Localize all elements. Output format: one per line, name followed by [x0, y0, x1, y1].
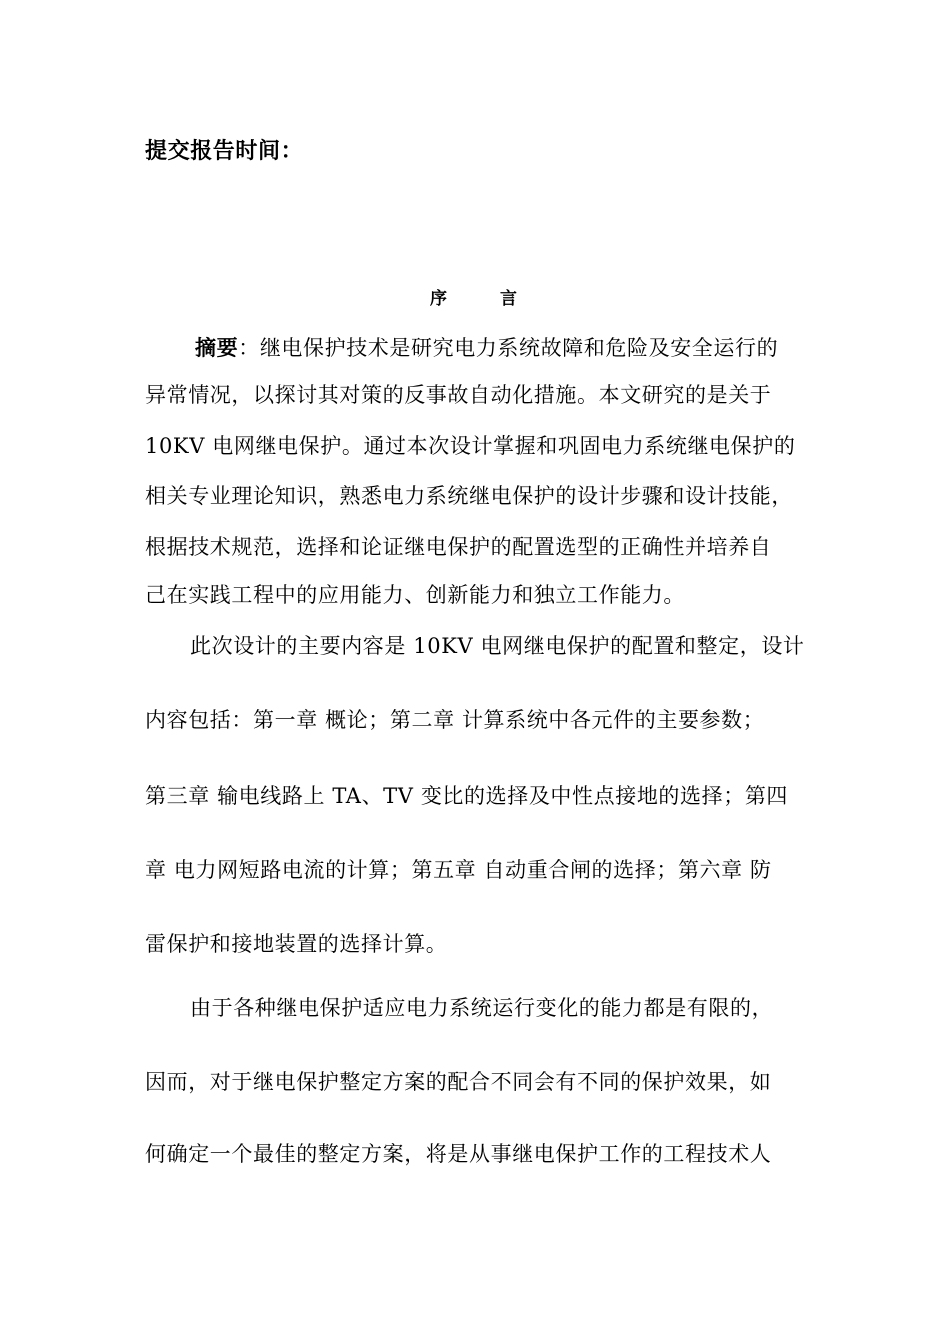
final-line-1: 由于各种继电保护适应电力系统运行变化的能力都是有限的， — [190, 996, 774, 1020]
abstract-line-5: 根据技术规范，选择和论证继电保护的配置选型的正确性并培养自 — [145, 535, 772, 559]
content-line-4: 章 电力网短路电流的计算；第五章 自动重合闸的选择；第六章 防 — [145, 858, 772, 882]
preface-heading-char-2: 言 — [500, 289, 517, 309]
final-line-3: 何确定一个最佳的整定方案，将是从事继电保护工作的工程技术人 — [145, 1142, 772, 1166]
content-line-1: 此次设计的主要内容是 10KV 电网继电保护的配置和整定，设计 — [190, 634, 805, 658]
abstract-line-1: 继电保护技术是研究电力系统故障和危险及安全运行的 — [259, 336, 779, 360]
final-line-2: 因而，对于继电保护整定方案的配合不同会有不同的保护效果，如 — [145, 1070, 772, 1094]
abstract-line-3: 10KV 电网继电保护。通过本次设计掌握和巩固电力系统继电保护的 — [145, 434, 796, 458]
content-line-5: 雷保护和接地装置的选择计算。 — [145, 932, 448, 956]
content-line-3: 第三章 输电线路上 TA、TV 变比的选择及中性点接地的选择；第四 — [145, 784, 789, 808]
preface-heading-char-1: 序 — [430, 289, 447, 309]
abstract-first-line — [195, 333, 778, 363]
abstract-line-2: 异常情况，以探讨其对策的反事故自动化措施。本文研究的是关于 — [145, 383, 772, 407]
submit-time-label: 提交报告时间： — [145, 139, 304, 164]
abstract-label: 摘要 — [195, 336, 239, 360]
abstract-colon: ： — [238, 336, 260, 360]
content-line-2: 内容包括：第一章 概论；第二章 计算系统中各元件的主要参数； — [145, 708, 765, 732]
abstract-line-6: 己在实践工程中的应用能力、创新能力和独立工作能力。 — [145, 583, 685, 607]
abstract-line-4: 相关专业理论知识，熟悉电力系统继电保护的设计步骤和设计技能， — [145, 484, 793, 508]
